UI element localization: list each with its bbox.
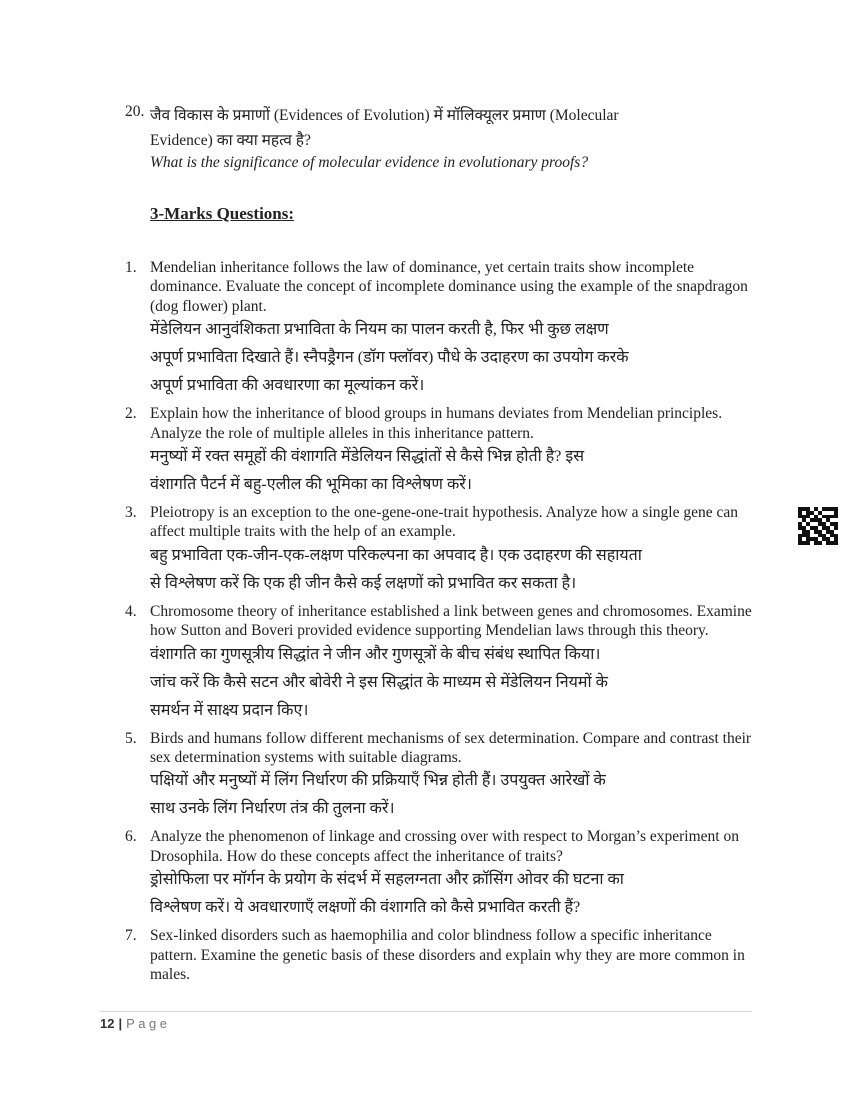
question-hindi-line: से विश्लेषण करें कि एक ही जीन कैसे कई लक्षणों को प्रभावित कर सकता है। — [150, 574, 577, 592]
question-4 — [125, 602, 755, 725]
question-1 — [125, 258, 755, 400]
question-hindi-line: अपूर्ण प्रभाविता की अवधारणा का मूल्यांकन करें। — [150, 377, 425, 395]
question-number: 4. — [125, 602, 137, 620]
page-number: 12 — [100, 1016, 115, 1031]
question-hindi-line: मेंडेलियन आनुवंशिकता प्रभाविता के नियम का पालन करती है, फिर भी कुछ लक्षण — [150, 321, 609, 339]
question-english: Chromosome theory of inheritance established a link between genes and chromosomes. Examine how Sutton and Boveri provided evidence supporting Mendelian laws through this theory. — [150, 602, 752, 640]
question-english: Explain how the inheritance of blood groups in humans deviates from Mendelian principles. Analyze the role of multiple alleles in this inheritance pattern. — [150, 405, 723, 442]
question-hindi-line: पक्षियों और मनुष्यों में लिंग निर्धारण की प्रक्रियाएँ भिन्न होती हैं। उपयुक्त आरेखों के — [150, 772, 606, 790]
question-hindi-line: विश्लेषण करें। ये अवधारणाएँ लक्षणों की वंशागति को कैसे प्रभावित करती हैं? — [150, 899, 581, 917]
question-hindi-line: समर्थन में साक्ष्य प्रदान किए। — [150, 701, 309, 719]
question-number: 7. — [125, 927, 137, 945]
page-label: Page — [126, 1016, 171, 1031]
question-number: 6. — [125, 828, 137, 846]
question-3 — [125, 503, 755, 598]
question-english: Sex-linked disorders such as haemophilia and color blindness follow a specific inheritance pattern. Examine the genetic basis of these disorders and explain why they are more common in males. — [150, 927, 745, 984]
footer-separator: | — [118, 1016, 123, 1031]
question-hindi-line: बहु प्रभाविता एक-जीन-एक-लक्षण परिकल्पना का अपवाद है। एक उदाहरण की सहायता — [150, 546, 642, 564]
question-english-translation: What is the significance of molecular evidence in evolutionary proofs? — [150, 154, 589, 171]
question-hindi-line: वंशागति का गुणसूत्रीय सिद्धांत ने जीन और गुणसूत्रों के बीच संबंध स्थापित किया। — [150, 645, 601, 663]
qr-code-icon[interactable] — [798, 507, 838, 545]
question-6 — [125, 827, 755, 922]
question-hindi-line: अपूर्ण प्रभाविता दिखाते हैं। स्नैपड्रैगन (डॉग फ्लॉवर) पौधे के उदाहरण का उपयोग करके — [150, 349, 629, 367]
question-number: 3. — [125, 504, 137, 522]
question-number: 20. — [125, 103, 145, 120]
question-hindi-line: ड्रोसोफिला पर मॉर्गन के प्रयोग के संदर्भ में सहलग्नता और क्रॉसिंग ओवर की घटना का — [150, 871, 624, 889]
question-hindi-line: Evidence) का क्या महत्व है? — [150, 132, 311, 149]
page-footer — [100, 1016, 170, 1031]
question-english: Analyze the phenomenon of linkage and crossing over with respect to Morgan’s experiment on Drosophila. How do these concepts affect the inheritance of traits? — [150, 828, 739, 865]
footer-divider — [100, 1011, 752, 1012]
question-20 — [125, 103, 735, 173]
question-hindi-line: जैव विकास के प्रमाणों (Evidences of Evolution) में मॉलिक्यूलर प्रमाण (Molecular — [150, 107, 619, 124]
question-number: 1. — [125, 259, 137, 276]
question-list — [125, 258, 755, 985]
question-number: 2. — [125, 405, 137, 423]
question-hindi-line: मनुष्यों में रक्त समूहों की वंशागति मेंडेलियन सिद्धांतों से कैसे भिन्न होती है? इस — [150, 448, 585, 466]
question-hindi-line: साथ उनके लिंग निर्धारण तंत्र की तुलना करें। — [150, 800, 395, 818]
question-english: Mendelian inheritance follows the law of dominance, yet certain traits show incomplete dominance. Evaluate the concept of incomplete dominance using the example of the snapdragon (dog flower) plant. — [150, 259, 748, 315]
question-number: 5. — [125, 729, 137, 747]
section-heading: 3-Marks Questions: — [150, 204, 295, 223]
question-english: Birds and humans follow different mechanisms of sex determination. Compare and contrast their sex determination systems with suitable diagrams. — [150, 729, 752, 767]
question-hindi-line: वंशागति पैटर्न में बहु-एलील की भूमिका का विश्लेषण करें। — [150, 476, 472, 494]
question-hindi-line: जांच करें कि कैसे सटन और बोवेरी ने इस सिद्धांत के माध्यम से मेंडेलियन नियमों के — [150, 673, 608, 691]
question-7 — [125, 926, 755, 984]
question-english: Pleiotropy is an exception to the one-gene-one-trait hypothesis. Analyze how a single gene can affect multiple traits with the help of an example. — [150, 504, 738, 541]
question-5 — [125, 729, 755, 824]
question-2 — [125, 404, 755, 499]
